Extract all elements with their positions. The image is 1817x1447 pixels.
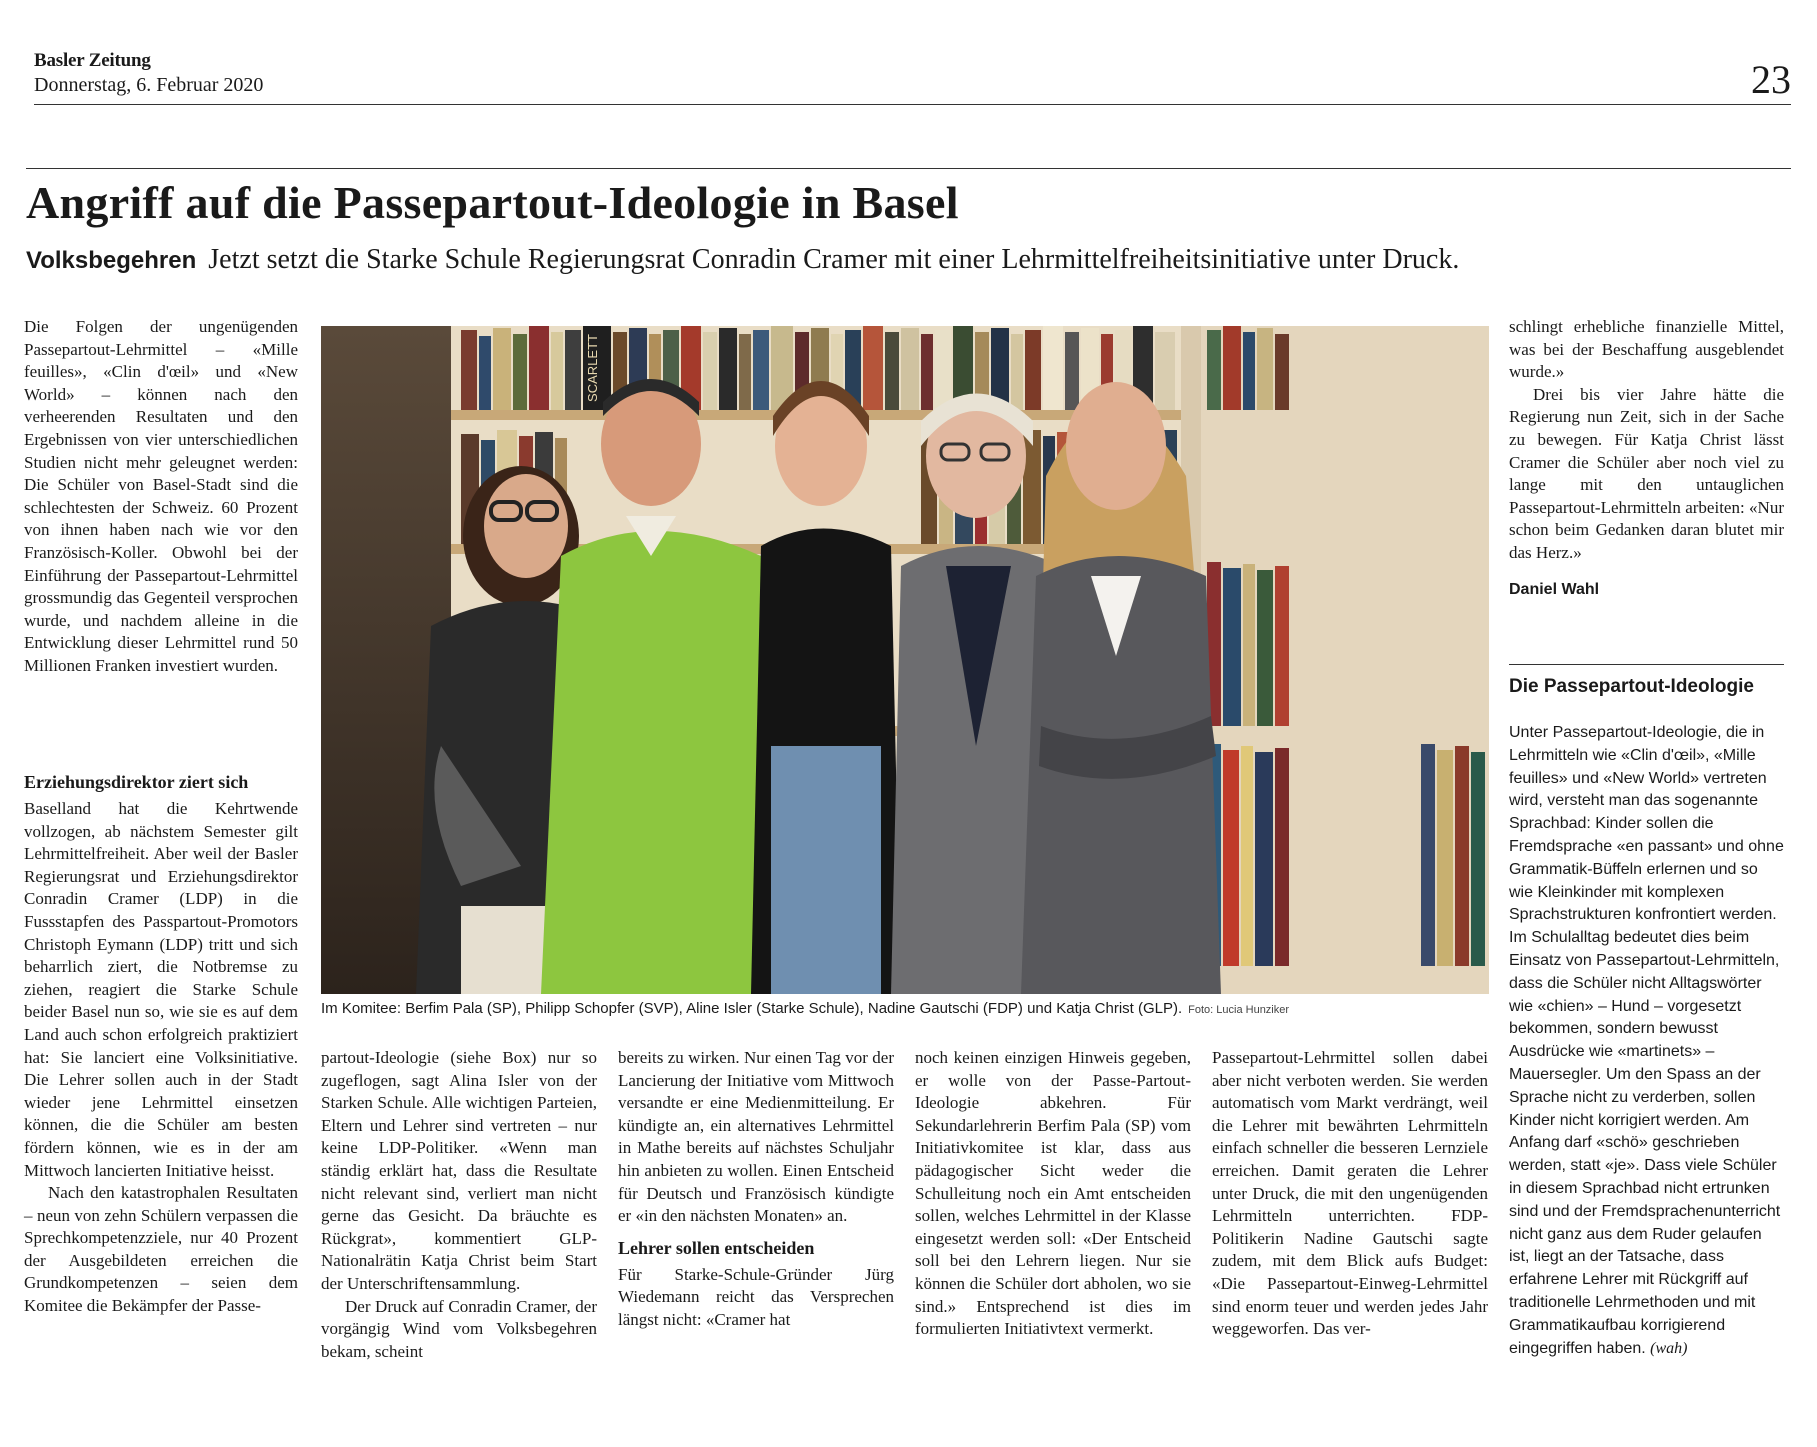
paragraph: noch keinen einzigen Hinweis gegeben, er wolle von der Passe-Partout-Ideologie abkehren. Für Sekundarlehrerin Berfim Pala (SP) vom Initiativkomitee ist klar, dass aus pädagogischer Sicht weder die Schulleitung noch ein Amt entscheiden sollen, welches Lehrmittel in der Klasse eingesetzt werden soll: «Der Entscheid soll bei den Lehrern liegen. Nur sie können die Schüler dort abholen, wo sie sind.» Entsprechend ist dies im formulierten Initiativtext vermerkt. (915, 1048, 1191, 1339)
photo-caption (321, 1000, 1289, 1017)
article-column-3 (618, 1047, 894, 1332)
headline-rule (26, 168, 1791, 169)
masthead-rule (34, 104, 1791, 105)
paragraph: Der Druck auf Conradin Cramer, der vorgängig Wind vom Volksbegehren bekam, scheint (321, 1296, 597, 1361)
paragraph: schlingt erhebliche finanzielle Mittel, was bei der Beschaffung ausgeblendet wurde.» (1509, 317, 1784, 382)
author-byline: Daniel Wahl (1509, 580, 1600, 598)
article-headline: Angriff auf die Passepartout-Ideologie in Basel (26, 177, 959, 228)
infobox-title: Die Passepartout-Ideologie (1509, 676, 1754, 697)
article-column-2 (321, 1047, 597, 1363)
paragraph: Passepartout-Lehrmittel sollen dabei aber nicht verboten werden. Sie werden automatisch vom Markt verdrängt, weil die Lehrer mit bewährten Lehrmitteln einfach schneller die besseren Lernziele erreichen. Damit geraten die Lehrer unter Druck, die mit den ungenügenden Lehrmitteln unterrichten. FDP-Politikerin Nadine Gautschi sagte zudem, mit dem Blick aufs Budget: «Die Passepartout-Einweg-Lehrmittel sind enorm teuer und werden jedes Jahr weggeworfen. Das ver- (1212, 1048, 1488, 1339)
article-kicker: Volksbegehren (26, 247, 197, 274)
issue-date: Donnerstag, 6. Februar 2020 (34, 74, 264, 96)
book-spine-scarlett: SCARLETT (585, 334, 600, 402)
subheading: Erziehungsdirektor ziert sich (24, 772, 249, 792)
infobox-sign: (wah) (1650, 1339, 1688, 1357)
article-column-5 (1212, 1047, 1488, 1341)
paragraph: Die Folgen der ungenügenden Passepartout-Lehrmittel – «Mille feuilles», «Clin d'œil» und «New World» – können nach den verheerenden Resultaten und den Ergebnissen von vier unterschiedlichen Studien nicht mehr geleugnet werden: Die Schüler von Basel-Stadt sind die schlechtesten der Schweiz. 60 Prozent von ihnen haben nach wie vor den Französisch-Koller. Obwohl bei der Einführung der Passepartout-Lehrmittel grossmundig das Gegenteil versprochen wurde, und nachdem alleine in die Entwicklung dieser Lehrmittel rund 50 Millionen Franken investiert wurden. (24, 317, 298, 675)
page-number: 23 (1751, 57, 1791, 102)
caption-text: Im Komitee: Berfim Pala (SP), Philipp Schopfer (SVP), Aline Isler (Starke Schule), Nadine Gautschi (FDP) und Katja Christ (GLP). (321, 1000, 1183, 1017)
subheading: Lehrer sollen entscheiden (618, 1237, 815, 1258)
paragraph: Für Starke-Schule-Gründer Jürg Wiedemann reicht das Versprechen längst nicht: «Cramer hat (618, 1264, 894, 1329)
infobox-text: Unter Passepartout-Ideologie, die in Lehrmitteln wie «Clin d'œil», «Mille feuilles» und «New World» vertreten wird, versteht man das sogenannte Sprachbad: Kinder sollen die Fremdsprache «en passant» und ohne Grammatik-Büffeln erlernen und so wie Kleinkinder mit komplexen Sprachstrukturen konfrontiert werden. Im Schulalltag bedeutet dies beim Einsatz von Passepartout-Lehrmitteln, dass die Schüler nicht Alltagswörter wie «chien» – Hund – vorgesetzt bekommen, sondern bewusst Ausdrücke wie «martinets» – Mauersegler. Um den Spass an der Sprache nicht zu verderben, sollen Kinder nicht korrigiert werden. Am Anfang darf «schö» geschrieben werden, statt «je». Dass viele Schüler in diesem Sprachbad nicht ertrunken sind und der Fremdsprachenunterricht nicht ganz aus dem Ruder gelaufen ist, liegt an der Tatsache, dass erfahrene Lehrer mit Rückgriff auf traditionelle Lehrmethoden und mit Grammatikaufbau korrigierend eingegriffen haben. (1509, 724, 1784, 1357)
photo-credit: Foto: Lucia Hunziker (1188, 1004, 1290, 1016)
committee-photo (321, 326, 1489, 994)
article-column-4 (915, 1047, 1191, 1341)
article-column-1-continued (24, 762, 298, 1318)
infobox-rule (1509, 664, 1784, 665)
photo-illustration (321, 326, 1489, 994)
paragraph: Baselland hat die Kehrtwende vollzogen, ab nächstem Semester gilt Lehrmittelfreiheit. Aber weil der Basler Regierungsrat und Erziehungsdirektor Conradin Cramer (LDP) in die Fussstapfen des Passpartout-Promotors Christoph Eymann (LDP) tritt und sich beharrlich ziert, die Notbremse zu ziehen, reagiert die Starke Schule beider Basel nun so, wie sie es auf dem Land auch schon erfolgreich praktiziert hat: Sie lanciert eine Volksinitiative. Die Lehrer sollen auch in der Stadt wieder jene Lehrmittel einsetzen können, die die Schüler am besten fördern können, wie es in der am Mittwoch lancierten Initiative heisst. (24, 799, 298, 1180)
paragraph: Drei bis vier Jahre hätte die Regierung nun Zeit, sich in der Sache zu bewegen. Für Katja Christ lässt Cramer die Schüler aber noch viel zu lange mit den untauglichen Passepartout-Lehrmitteln arbeiten: «Nur schon beim Gedanken daran blutet mir das Herz.» (1509, 384, 1784, 562)
paragraph: partout-Ideologie (siehe Box) nur so zugeflogen, sagt Alina Isler von der Starken Schule. Alle wichtigen Parteien, Eltern und Lehrer sind vertreten – nur keine LDP-Politiker. «Wenn man ständig erklärt hat, dass die Resultate nicht relevant sind, verliert man nicht gerne das Gesicht. Da bräuchte es Rückgrat», kommentiert GLP-Nationalrätin Katja Christ beim Start der Unterschriftensammlung. (321, 1048, 597, 1293)
newspaper-name: Basler Zeitung (34, 50, 151, 71)
article-column-1 (24, 316, 298, 678)
paragraph: Nach den katastrophalen Resultaten – neun von zehn Schülern verpassen die Sprechkompetenzziele, nur 40 Prozent der Ausgebildeten erreichen die Grundkompetenzen – seien dem Komitee die Bekämpfer der Passe- (24, 1183, 298, 1316)
infobox-body (1509, 722, 1784, 1360)
paragraph: bereits zu wirken. Nur einen Tag vor der Lancierung der Initiative vom Mittwoch versandte er eine Medienmitteilung. Er kündigte an, ein alternatives Lehrmittel in Mathe bereits auf nächstes Schuljahr hin anbieten zu wollen. Einen Entscheid für Deutsch und Französisch kündigte er «in den nächsten Monaten» an. (618, 1048, 894, 1226)
article-column-6 (1509, 316, 1784, 601)
article-lead: Jetzt setzt die Starke Schule Regierungsrat Conradin Cramer mit einer Lehrmittelfreiheitsinitiative unter Druck. (208, 244, 1460, 275)
article-subheadline (26, 244, 1459, 276)
